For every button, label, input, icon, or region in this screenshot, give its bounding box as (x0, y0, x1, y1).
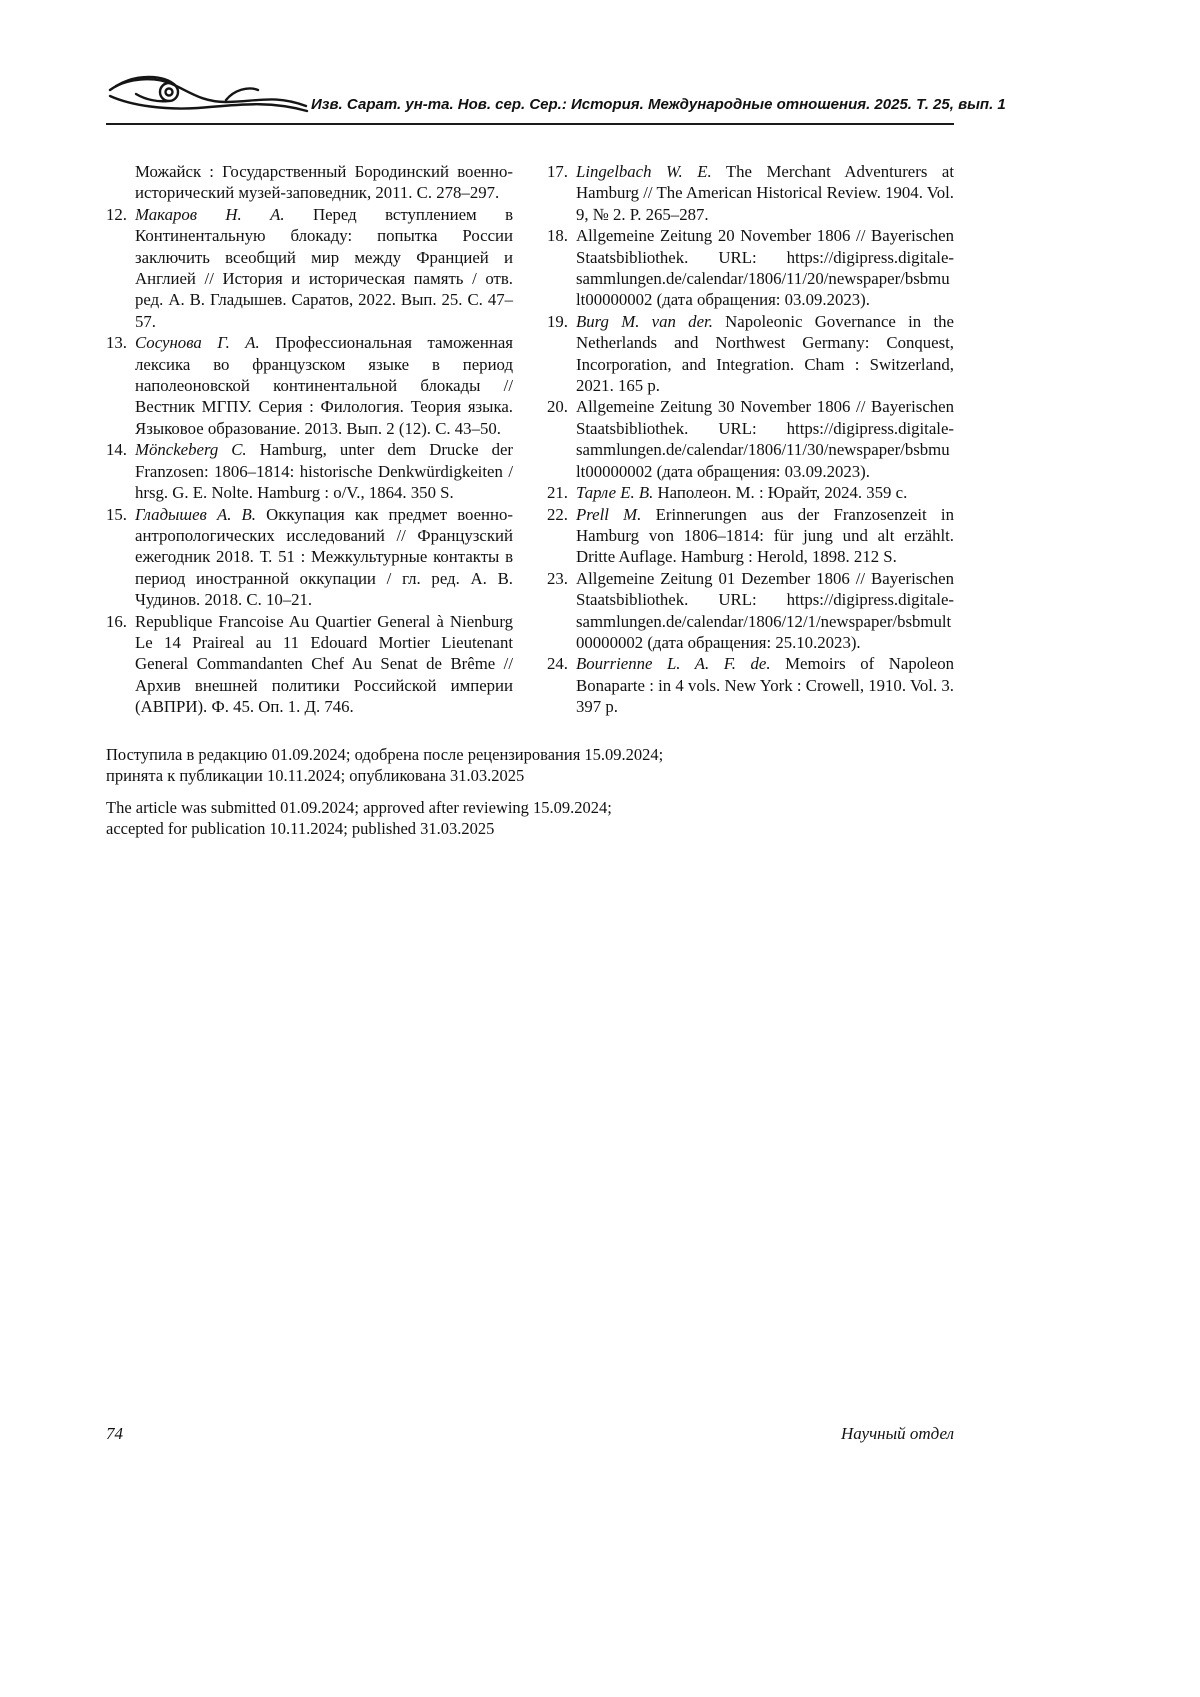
reference-number: 17. (547, 162, 568, 181)
reference-item (547, 653, 954, 717)
references-section (106, 161, 954, 718)
submission-dates-ru: Поступила в редакцию 01.09.2024; одобрена после рецензирования 15.09.2024; принята к публикации 10.11.2024; опубликована 31.03.2025 (106, 744, 664, 786)
page-header (106, 72, 1006, 125)
reference-number: 14. (106, 440, 127, 460)
flourish-icon (106, 72, 311, 116)
reference-number: 18. (547, 226, 568, 246)
page-footer (106, 1424, 954, 1444)
reference-number: 12. (106, 204, 127, 224)
reference-number: 23. (547, 568, 568, 588)
reference-text: The Merchant Adventurers at Hamburg // The American Historical Review. 1904. Vol. 9, № 2. P. 265–287. (576, 162, 954, 224)
reference-author: Burg M. van der. (576, 311, 713, 331)
reference-item (547, 161, 954, 225)
reference-number: 22. (547, 504, 568, 524)
reference-text: Allgemeine Zeitung 20 November 1806 // Bayerischen Staatsbibliothek. URL: https://digipress.digitale-sammlungen.de/calendar/1806/11/20/newspaper/bsbmult00000002 (дата обращения: 03.09.2023). (576, 226, 954, 310)
journal-ornament-logo (106, 72, 311, 121)
reference-item (547, 311, 954, 397)
reference-item (106, 332, 513, 439)
reference-text: Republique Francoise Au Quartier General à Nienburg Le 14 Praireal au 11 Edouard Mortier Lieutenant General Commandanten Chef Au Senat de Brême // Архив внешней политики Российской империи (АВПРИ). Ф. 45. Оп. 1. Д. 746. (135, 611, 513, 717)
reference-author: Bourrienne L. A. F. de. (576, 654, 771, 674)
page-number: 74 (106, 1424, 123, 1443)
reference-text: Hamburg, unter dem Drucke der Franzosen: 1806–1814: historische Denkwürdigkeiten / hrsg. G. E. Nolte. Hamburg : o/V., 1864. 350 S. (135, 440, 513, 503)
reference-text: Napoleonic Governance in the Netherlands and Northwest Germany: Conquest, Incorporation, and Integration. Cham : Switzerland, 2021. 165 p. (576, 311, 954, 396)
section-title: Научный отдел (840, 1424, 954, 1443)
reference-text: Allgemeine Zeitung 30 November 1806 // Bayerischen Staatsbibliothek. URL: https://digipress.digitale-sammlungen.de/calendar/1806/11/30/newspaper/bsbmult00000002 (дата обращения: 03.09.2023). (576, 397, 954, 481)
references-left-column (106, 161, 513, 718)
reference-text: Перед вступлением в Континентальную блокаду: попытка России заключить всеобщий мир между Францией и Англией // История и историческая память / отв. ред. А. В. Гладышев. Саратов, 2022. Вып. 25. С. 47–57. (135, 204, 513, 331)
page-content (106, 0, 1006, 850)
reference-number: 21. (547, 483, 568, 503)
reference-author: Сосунова Г. А. (135, 333, 260, 353)
reference-number: 19. (547, 311, 568, 331)
reference-number: 24. (547, 654, 568, 674)
reference-number: 16. (106, 611, 127, 631)
reference-item (106, 161, 513, 204)
reference-author: Prell M. (576, 504, 642, 524)
reference-item (547, 482, 954, 503)
reference-number: 13. (106, 333, 127, 353)
reference-author: Lingelbach W. E. (576, 162, 712, 181)
reference-number: 15. (106, 504, 127, 524)
submission-dates-en: The article was submitted 01.09.2024; approved after reviewing 15.09.2024; accepted for publication 10.11.2024; published 31.03.2025 (106, 797, 612, 839)
reference-item (106, 504, 513, 611)
reference-author: Mönckeberg C. (135, 440, 247, 460)
references-right-column (547, 161, 954, 718)
reference-item (106, 204, 513, 332)
reference-author: Макаров Н. А. (135, 204, 285, 224)
reference-item (547, 396, 954, 482)
reference-author: Гладышев А. В. (135, 504, 256, 524)
reference-item (547, 504, 954, 568)
submission-info (106, 744, 954, 840)
reference-item (547, 225, 954, 311)
reference-text: Наполеон. М. : Юрайт, 2024. 359 с. (657, 483, 908, 503)
reference-number: 20. (547, 397, 568, 417)
journal-header-title: Изв. Сарат. ун-та. Нов. сер. Сер.: История. Международные отношения. 2025. Т. 25, вып. 1 (311, 96, 1006, 113)
reference-text: Memoirs of Napoleon Bonaparte : in 4 vols. New York : Crowell, 1910. Vol. 3. 397 p. (576, 654, 954, 717)
reference-item (106, 439, 513, 503)
reference-author: Тарле Е. В. (576, 483, 654, 503)
reference-item (106, 611, 513, 718)
reference-text: Можайск : Государственный Бородинский военно-исторический музей-заповедник, 2011. С. 278–297. (135, 162, 513, 203)
reference-text: Erinnerungen aus der Franzosenzeit in Hamburg von 1806–1814: für jung und alt erzählt. Dritte Auflage. Hamburg : Herold, 1898. 212 S. (576, 504, 954, 567)
reference-text: Оккупация как предмет военно-антропологических исследований // Французский ежегодник 2018. Т. 51 : Межкультурные контакты в период иностранной оккупации / гл. ред. А. В. Чудинов. 2018. С. 10–21. (135, 504, 513, 610)
reference-item (547, 568, 954, 654)
reference-text: Профессиональная таможенная лексика во французском языке в период наполеоновской континентальной блокады // Вестник МГПУ. Серия : Филология. Теория языка. Языковое образование. 2013. Вып. 2 (12). С. 43–50. (135, 333, 513, 438)
reference-text: Allgemeine Zeitung 01 Dezember 1806 // Bayerischen Staatsbibliothek. URL: https://digipress.digitale-sammlungen.de/calendar/1806/12/1/newspaper/bsbmult00000002 (дата обращения: 25.10.2023). (576, 568, 954, 652)
